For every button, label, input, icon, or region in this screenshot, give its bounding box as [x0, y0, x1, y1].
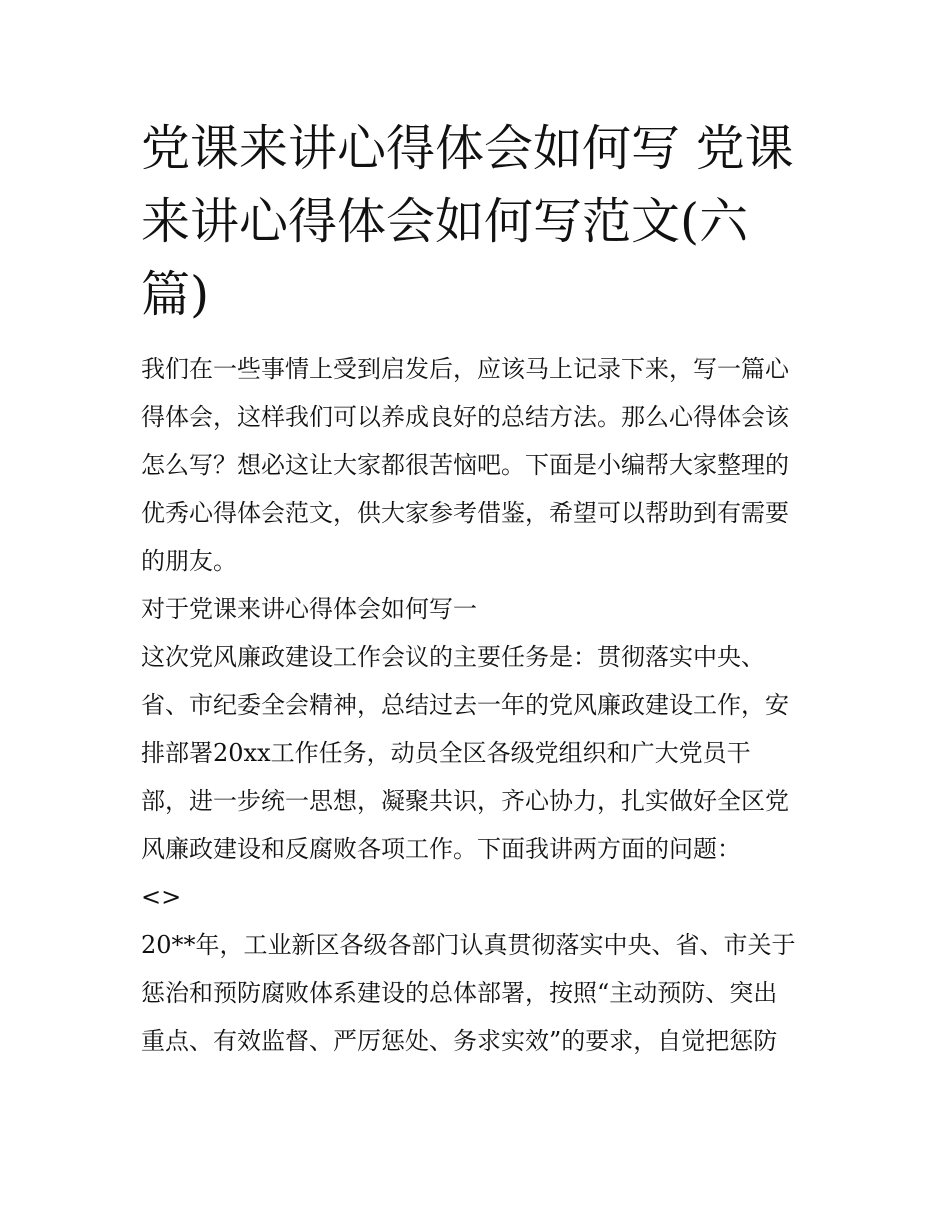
body-line: 的朋友。	[141, 547, 237, 575]
document-body	[141, 345, 813, 1065]
body-line: 重点、有效监督、严厉惩处、务求实效”的要求，自觉把惩防	[141, 1027, 778, 1055]
body-line: 我们在一些事情上受到启发后，应该马上记录下来，写一篇心	[141, 355, 789, 383]
body-line: 怎么写？想必这让大家都很苦恼吧。下面是小编帮大家整理的	[141, 451, 789, 479]
body-line: 20**年，工业新区各级各部门认真贯彻落实中央、省、市关于	[141, 931, 796, 959]
title-line: 来讲心得体会如何写范文(六	[141, 193, 749, 250]
body-line: <>	[141, 883, 182, 911]
body-line: 省、市纪委全会精神，总结过去一年的党风廉政建设工作，安	[141, 691, 789, 719]
body-line: 得体会，这样我们可以养成良好的总结方法。那么心得体会该	[141, 403, 789, 431]
section-heading: 对于党课来讲心得体会如何写一	[141, 595, 477, 623]
body-line: 这次党风廉政建设工作会议的主要任务是：贯彻落实中央、	[141, 643, 765, 671]
title-line: 篇)	[141, 266, 210, 323]
body-line: 部，进一步统一思想，凝聚共识，齐心协力，扎实做好全区党	[141, 787, 789, 815]
body-line: 排部署20xx工作任务，动员全区各级党组织和广大党员干	[141, 739, 751, 767]
body-line: 风廉政建设和反腐败各项工作。下面我讲两方面的问题：	[141, 835, 741, 863]
document-title	[141, 112, 813, 331]
body-line: 优秀心得体会范文，供大家参考借鉴，希望可以帮助到有需要	[141, 499, 789, 527]
title-line: 党课来讲心得体会如何写 党课	[141, 120, 794, 177]
body-line: 惩治和预防腐败体系建设的总体部署，按照“主动预防、突出	[141, 979, 778, 1007]
document-page	[141, 112, 813, 1065]
